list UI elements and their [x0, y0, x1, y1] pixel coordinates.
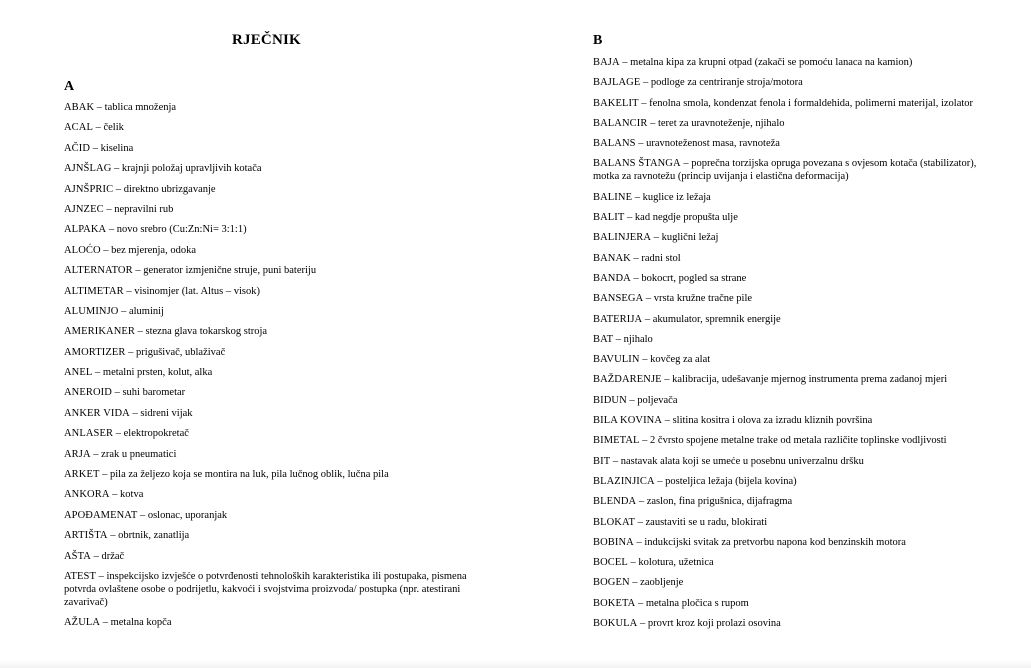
glossary-entry [593, 455, 998, 468]
entry-definition: kolotura, užetnica [638, 557, 714, 569]
entry-term: BIMETAL [593, 435, 640, 447]
glossary-entry [64, 285, 474, 298]
entry-separator: – [106, 224, 117, 236]
entry-definition: njihalo [623, 333, 653, 345]
entry-separator: – [100, 244, 112, 256]
entry-separator: – [90, 142, 101, 154]
entry-separator: – [90, 550, 102, 562]
entry-definition: suhi barometar [122, 387, 186, 399]
entry-definition: bez mjerenja, odoka [111, 244, 197, 256]
glossary-entry [593, 76, 998, 89]
glossary-entry [64, 325, 474, 338]
glossary-entry [593, 211, 998, 224]
glossary-entry [593, 313, 998, 326]
entry-definition: elektropokretač [123, 428, 189, 440]
entry-term: BANAK [593, 252, 631, 264]
entry-definition: fenolna smola, kondenzat fenola i formaldehida, polimerni materijal, izolator [649, 97, 974, 109]
entry-separator: – [647, 117, 658, 129]
entry-separator: – [613, 333, 624, 345]
glossary-entry [593, 252, 998, 265]
entry-separator: – [635, 138, 647, 150]
glossary-entry [593, 353, 998, 366]
entry-term: ANLASER [64, 428, 114, 440]
glossary-entry [593, 191, 998, 204]
entry-term: ATEST [64, 570, 96, 582]
glossary-entry [593, 117, 998, 130]
glossary-entry [593, 157, 998, 183]
entry-definition: kad negdje propušta ulje [634, 212, 738, 224]
entry-separator: – [94, 102, 105, 113]
entry-definition: zaustaviti se u radu, blokirati [645, 516, 768, 528]
entry-definition: kuglice iz ležaja [642, 191, 711, 203]
entry-definition: zaslon, fina prigušnica, dijafragma [646, 496, 793, 508]
entry-separator: – [619, 57, 631, 68]
entry-definition: poprečna torzijska opruga povezana s ovjesom kotača (stabilizator), motka za ravnotežu (princip uvijanja i elastična deformacija) [593, 158, 977, 183]
entry-term: ARTIŠTA [64, 530, 108, 542]
entry-definition: stezna glava tokarskog stroja [145, 326, 268, 338]
entry-term: BLOKAT [593, 516, 636, 528]
entry-term: BOKULA [593, 618, 638, 630]
entry-term: BLAZINJICA [593, 475, 655, 487]
entry-definition: pila za željezo koja se montira na luk, pila lučnog oblik, lučna pila [110, 469, 389, 481]
entry-term: ARJA [64, 448, 91, 460]
entry-separator: – [132, 265, 144, 277]
entry-definition: teret za uravnoteženje, njihalo [657, 117, 785, 129]
glossary-list-a [64, 101, 474, 637]
entry-term: BIT [593, 455, 611, 467]
entry-definition: oslonac, uporanjak [147, 509, 228, 521]
glossary-entry [64, 427, 474, 440]
glossary-entry [64, 550, 474, 563]
glossary-entry [593, 272, 998, 285]
entry-separator: – [111, 387, 123, 399]
entry-term: BALANS ŠTANGA [593, 158, 681, 170]
entry-definition: visinomjer (lat. Altus – visok) [134, 285, 260, 297]
glossary-entry [593, 495, 998, 508]
entry-term: BAŽDARENJE [593, 374, 662, 386]
entry-definition: poljevača [637, 394, 678, 406]
entry-definition: generator izmjenične struje, puni bateriju [143, 265, 317, 277]
entry-separator: – [662, 415, 673, 427]
entry-definition: podloge za centriranje stroja/motora [650, 77, 803, 89]
entry-separator: – [92, 122, 104, 134]
entry-separator: – [630, 272, 642, 284]
glossary-list-b [593, 56, 998, 637]
entry-definition: novo srebro (Cu:Zn:Ni= 3:1:1) [116, 224, 247, 236]
entry-separator: – [107, 530, 119, 542]
glossary-entry [64, 509, 474, 522]
entry-term: AMERIKANER [64, 326, 135, 338]
entry-definition: kovčeg za alat [650, 354, 711, 366]
entry-term: ALTERNATOR [64, 265, 133, 277]
glossary-entry [593, 617, 998, 630]
entry-definition: slitina kositra i olova za izradu kliznih površina [672, 415, 873, 427]
glossary-entry [64, 407, 474, 420]
entry-definition: metalna kopča [110, 617, 172, 629]
glossary-entry [64, 448, 474, 461]
entry-term: APOĐAMENAT [64, 509, 138, 521]
glossary-entry [64, 203, 474, 216]
entry-definition: sidreni vijak [140, 407, 193, 419]
entry-term: AJNZEC [64, 203, 104, 215]
entry-definition: metalni prsten, kolut, alka [102, 367, 213, 379]
page-bottom-shadow [0, 660, 1031, 668]
entry-term: ANEL [64, 367, 93, 379]
entry-definition: provrt kroz koji prolazi osovina [647, 618, 781, 630]
glossary-entry [593, 394, 998, 407]
entry-term: AČID [64, 142, 91, 154]
glossary-entry [593, 556, 998, 569]
entry-definition: kuglični ležaj [661, 232, 719, 244]
entry-separator: – [651, 232, 662, 244]
glossary-entry [593, 576, 998, 589]
entry-term: AŠTA [64, 550, 91, 562]
entry-definition: posteljica ležaja (bijela kovina) [665, 475, 797, 487]
entry-term: AMORTIZER [64, 346, 126, 358]
entry-term: AŽULA [64, 617, 101, 629]
glossary-entry [64, 346, 474, 359]
entry-definition: metalna pločica s rupom [645, 597, 749, 609]
glossary-entry [64, 121, 474, 134]
entry-separator: – [637, 618, 648, 630]
glossary-entry [593, 231, 998, 244]
entry-separator: – [626, 394, 638, 406]
entry-definition: nepravilni rub [114, 203, 174, 215]
entry-definition: aluminij [128, 305, 164, 317]
entry-definition: vrsta kružne tračne pile [653, 293, 753, 305]
entry-separator: – [118, 305, 129, 317]
entry-term: BOGEN [593, 577, 630, 589]
entry-separator: – [100, 617, 111, 629]
entry-term: AJNŠPRIC [64, 183, 114, 195]
glossary-entry [64, 183, 474, 196]
entry-separator: – [639, 435, 651, 447]
entry-term: BOCEL [593, 557, 628, 569]
entry-term: ARKET [64, 469, 100, 481]
entry-definition: kalibracija, udešavanje mjernog instrumenta prema zadanoj mjeri [672, 374, 948, 386]
entry-definition: 2 čvrsto spojene metalne trake od metala različite toplinske vodljivosti [650, 435, 947, 447]
entry-term: BALANCIR [593, 117, 648, 129]
entry-separator: – [109, 489, 121, 501]
entry-separator: – [640, 77, 651, 89]
entry-term: BLENDA [593, 496, 637, 508]
entry-term: BIDUN [593, 394, 627, 406]
entry-term: AJNŠLAG [64, 163, 112, 175]
glossary-entry [593, 414, 998, 427]
entry-term: ANKORA [64, 489, 110, 501]
glossary-entry [64, 570, 474, 609]
entry-separator: – [135, 326, 146, 338]
glossary-entry [593, 536, 998, 549]
entry-separator: – [610, 455, 621, 467]
entry-term: BALINE [593, 191, 633, 203]
glossary-entry [593, 137, 998, 150]
entry-definition: zaobljenje [640, 577, 684, 589]
page-title: RJEČNIK [232, 32, 301, 48]
entry-separator: – [137, 509, 148, 521]
entry-term: BAJLAGE [593, 77, 641, 89]
entry-separator: – [627, 557, 639, 569]
glossary-entry [64, 529, 474, 542]
entry-term: ALPAKA [64, 224, 107, 236]
entry-separator: – [624, 212, 635, 224]
glossary-entry [593, 516, 998, 529]
glossary-entry [64, 101, 474, 114]
entry-definition: metalna kipa za krupni otpad (zakači se pomoću lanaca na kamion) [630, 57, 913, 68]
entry-term: BAJA [593, 57, 620, 68]
glossary-entry [593, 56, 998, 69]
glossary-entry [64, 386, 474, 399]
entry-separator: – [642, 313, 653, 325]
entry-term: ANEROID [64, 387, 112, 399]
entry-definition: obrtnik, zanatlija [118, 530, 190, 542]
entry-definition: direktno ubrizgavanje [123, 183, 216, 195]
entry-separator: – [639, 354, 651, 366]
entry-definition: nastavak alata koji se umeće u posebnu univerzalnu dršku [620, 455, 864, 467]
glossary-entry [593, 475, 998, 488]
entry-separator: – [125, 346, 137, 358]
entry-term: BALIT [593, 212, 625, 224]
entry-separator: – [113, 428, 124, 440]
entry-separator: – [96, 570, 107, 582]
glossary-entry [64, 616, 474, 629]
entry-separator: – [680, 158, 692, 170]
entry-separator: – [92, 367, 103, 379]
glossary-entry [593, 97, 998, 110]
entry-separator: – [123, 285, 135, 297]
entry-term: BALANS [593, 138, 636, 150]
entry-term: BILA KOVINA [593, 415, 663, 427]
glossary-entry [593, 373, 998, 386]
entry-term: BANDA [593, 272, 631, 284]
glossary-entry [64, 366, 474, 379]
entry-definition: kotva [120, 489, 144, 501]
entry-definition: radni stol [641, 252, 681, 264]
glossary-entry [64, 142, 474, 155]
entry-separator: – [654, 475, 666, 487]
entry-definition: držač [101, 550, 125, 562]
entry-term: ANKER VIDA [64, 407, 130, 419]
entry-term: ACAL [64, 122, 93, 134]
glossary-entry [64, 162, 474, 175]
entry-term: BOKETA [593, 597, 636, 609]
entry-separator: – [103, 203, 115, 215]
glossary-entry [593, 333, 998, 346]
entry-definition: uravnoteženost masa, ravnoteža [646, 138, 780, 150]
glossary-entry [593, 292, 998, 305]
entry-separator: – [643, 293, 654, 305]
entry-definition: čelik [103, 122, 124, 134]
glossary-entry [64, 305, 474, 318]
glossary-entry [64, 468, 474, 481]
entry-separator: – [90, 448, 102, 460]
entry-term: ALTIMETAR [64, 285, 124, 297]
glossary-entry [593, 597, 998, 610]
entry-definition: krajnji položaj upravljivih kotača [121, 163, 262, 175]
entry-separator: – [99, 469, 110, 481]
entry-separator: – [111, 163, 122, 175]
entry-separator: – [630, 252, 642, 264]
entry-definition: tablica množenja [104, 102, 177, 113]
entry-definition: indukcijski svitak za pretvorbu napona kod benzinskih motora [644, 536, 906, 548]
entry-separator: – [636, 496, 647, 508]
entry-separator: – [633, 536, 645, 548]
entry-term: ALOĆO [64, 244, 101, 256]
entry-term: BANSEGA [593, 293, 644, 305]
glossary-entry [64, 264, 474, 277]
entry-term: BALINJERA [593, 232, 652, 244]
glossary-entry [593, 434, 998, 447]
entry-term: BOBINA [593, 536, 634, 548]
entry-term: BATERIJA [593, 313, 643, 325]
entry-separator: – [632, 191, 643, 203]
entry-separator: – [638, 97, 650, 109]
entry-separator: – [113, 183, 124, 195]
glossary-entry [64, 223, 474, 236]
entry-definition: prigušivač, ublaživač [136, 346, 226, 358]
entry-definition: zrak u pneumatici [101, 448, 177, 460]
glossary-entry [64, 244, 474, 257]
entry-definition: akumulator, spremnik energije [652, 313, 781, 325]
entry-term: BAT [593, 333, 614, 345]
glossary-entry [64, 488, 474, 501]
section-letter-a: A [64, 79, 75, 94]
entry-separator: – [635, 597, 646, 609]
section-letter-b: B [593, 33, 603, 48]
entry-definition: bokocrt, pogled sa strane [641, 272, 747, 284]
entry-term: ABAK [64, 102, 95, 113]
entry-separator: – [661, 374, 673, 386]
entry-separator: – [629, 577, 641, 589]
entry-term: BAVULIN [593, 354, 640, 366]
entry-definition: inspekcijsko izvješće o potvrđenosti tehnoloških karakteristika ili postupaka, pismena potvrda ovlaštene osobe o podrijetlu, kakvoći i svojstvima proizvoda/ postupka (npr. atestirani zavarivač) [64, 570, 467, 608]
entry-separator: – [129, 407, 141, 419]
entry-definition: kiselina [100, 142, 134, 154]
entry-separator: – [635, 516, 646, 528]
entry-term: BAKELIT [593, 97, 639, 109]
entry-term: ALUMINJO [64, 305, 119, 317]
